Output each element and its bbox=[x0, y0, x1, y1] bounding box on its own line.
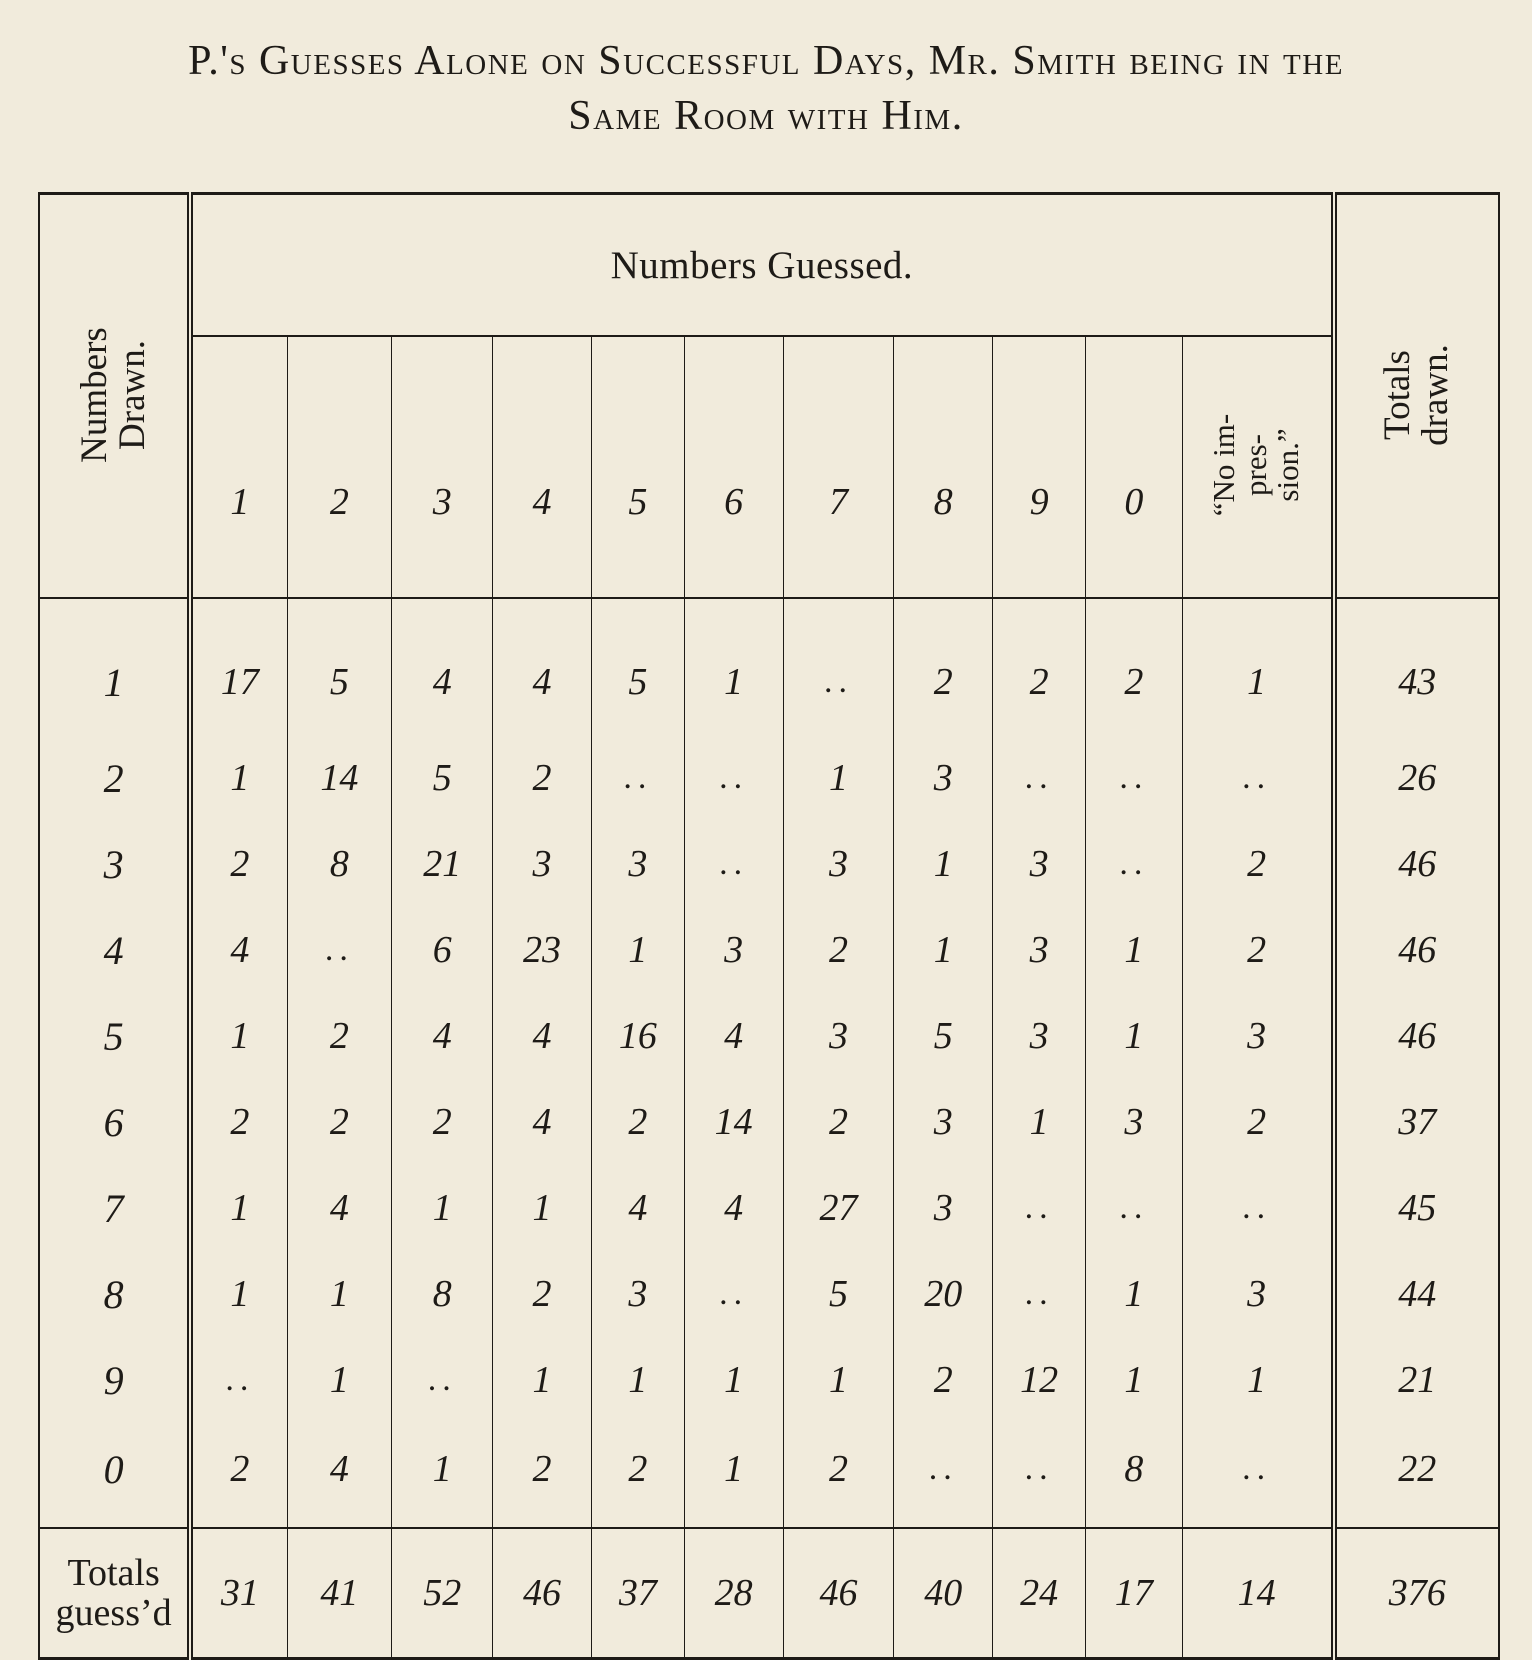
table-cell: 4 bbox=[287, 1423, 392, 1528]
table-row bbox=[39, 735, 1499, 821]
row-label-drawn: 5 bbox=[39, 993, 190, 1079]
table-cell: 3 bbox=[993, 821, 1086, 907]
table-cell: .. bbox=[993, 1423, 1086, 1528]
table-cell: 2 bbox=[230, 1448, 250, 1490]
table-cell: 5 bbox=[591, 598, 684, 735]
table-cell: 1 bbox=[591, 907, 684, 993]
table-cell: .. bbox=[684, 1251, 783, 1337]
table-cell: 6 bbox=[392, 907, 493, 993]
table-cell: 3 bbox=[493, 821, 592, 907]
table-cell: 8 bbox=[1085, 1423, 1182, 1528]
row-label-drawn: 2 bbox=[39, 735, 190, 821]
table-cell: 1 bbox=[230, 1273, 250, 1315]
table-cell: .. bbox=[783, 598, 894, 735]
table-cell: .. bbox=[993, 1251, 1086, 1337]
table-row bbox=[39, 821, 1499, 907]
table-cell: .. bbox=[993, 735, 1086, 821]
table-cell: 23 bbox=[493, 907, 592, 993]
column-header-3: 3 bbox=[392, 336, 493, 598]
table-cell: 27 bbox=[783, 1165, 894, 1251]
table-cell: 1 bbox=[783, 735, 894, 821]
table-cell: 1 bbox=[1182, 598, 1333, 735]
table-cell: 1 bbox=[230, 1187, 250, 1229]
table-cell: .. bbox=[1182, 1165, 1333, 1251]
total-guessed-cell: 37 bbox=[591, 1528, 684, 1659]
table-cell: 1 bbox=[392, 1423, 493, 1528]
table-cell: 1 bbox=[993, 1079, 1086, 1165]
table-cell: 1 bbox=[287, 1251, 392, 1337]
table-cell: 1 bbox=[894, 907, 993, 993]
page-title bbox=[40, 34, 1492, 144]
total-guessed-cell: 40 bbox=[894, 1528, 993, 1659]
table-row bbox=[39, 907, 1499, 993]
row-label-drawn: 3 bbox=[39, 821, 190, 907]
table-cell: 3 bbox=[993, 993, 1086, 1079]
column-header-2: 2 bbox=[287, 336, 392, 598]
total-guessed-cell: 24 bbox=[993, 1528, 1086, 1659]
table-cell: 3 bbox=[894, 735, 993, 821]
table-cell: 3 bbox=[993, 907, 1086, 993]
table-row bbox=[39, 1423, 1499, 1528]
row-total-drawn: 37 bbox=[1334, 1079, 1499, 1165]
table-cell: 3 bbox=[591, 1251, 684, 1337]
table-cell: 4 bbox=[493, 598, 592, 735]
table-cell: 2 bbox=[1182, 907, 1333, 993]
table-cell: 1 bbox=[392, 1165, 493, 1251]
table-cell: 2 bbox=[493, 735, 592, 821]
table-cell: 1 bbox=[684, 1337, 783, 1423]
total-guessed-cell: 28 bbox=[684, 1528, 783, 1659]
totals-drawn-header-text bbox=[1379, 344, 1455, 446]
table-cell: 4 bbox=[493, 993, 592, 1079]
row-label-drawn: 6 bbox=[39, 1079, 190, 1165]
table-cell: 1 bbox=[894, 821, 993, 907]
table-cell: 20 bbox=[894, 1251, 993, 1337]
title-line-1: P.'s Guesses Alone on Successful Days, Mr. Smith being in the bbox=[188, 38, 1344, 84]
row-total-drawn: 26 bbox=[1334, 735, 1499, 821]
row-total-drawn: 44 bbox=[1334, 1251, 1499, 1337]
total-guessed-cell: 41 bbox=[287, 1528, 392, 1659]
table-cell: 3 bbox=[684, 907, 783, 993]
table-cell: 8 bbox=[287, 821, 392, 907]
totals-guessed-label-line-1: Totals bbox=[67, 1552, 160, 1594]
column-header-4: 4 bbox=[493, 336, 592, 598]
table-cell: 4 bbox=[230, 929, 250, 971]
column-header-7: 7 bbox=[783, 336, 894, 598]
row-total-drawn: 45 bbox=[1334, 1165, 1499, 1251]
table-cell: .. bbox=[225, 1361, 255, 1398]
total-guessed-cell: 46 bbox=[783, 1528, 894, 1659]
table-cell: 1 bbox=[287, 1337, 392, 1423]
table-cell: 3 bbox=[894, 1165, 993, 1251]
table-row bbox=[39, 1337, 1499, 1423]
total-guessed-cell: 14 bbox=[1182, 1528, 1333, 1659]
column-header-5: 5 bbox=[591, 336, 684, 598]
table-cell: .. bbox=[1085, 1165, 1182, 1251]
column-header-0: 0 bbox=[1085, 336, 1182, 598]
no-impression-header bbox=[1182, 336, 1333, 598]
column-header-9: 9 bbox=[993, 336, 1086, 598]
table-cell: 2 bbox=[392, 1079, 493, 1165]
row-total-drawn: 21 bbox=[1334, 1337, 1499, 1423]
row-label-drawn: 4 bbox=[39, 907, 190, 993]
table-cell: 2 bbox=[894, 598, 993, 735]
row-total-drawn: 46 bbox=[1334, 993, 1499, 1079]
column-header-6: 6 bbox=[684, 336, 783, 598]
table-cell: .. bbox=[684, 821, 783, 907]
table-cell: 3 bbox=[591, 821, 684, 907]
table-cell: 2 bbox=[993, 598, 1086, 735]
table-cell: 12 bbox=[993, 1337, 1086, 1423]
table-cell: 3 bbox=[783, 993, 894, 1079]
table-cell: .. bbox=[1085, 821, 1182, 907]
no-impression-header-text bbox=[1206, 413, 1306, 517]
total-guessed-cell: 52 bbox=[392, 1528, 493, 1659]
totals-drawn-line-1: Totals bbox=[1377, 350, 1419, 440]
totals-guessed-label bbox=[39, 1528, 190, 1659]
table-cell: 8 bbox=[392, 1251, 493, 1337]
row-total-drawn: 43 bbox=[1334, 598, 1499, 735]
table-cell: 5 bbox=[392, 735, 493, 821]
table-cell: 2 bbox=[783, 1079, 894, 1165]
totals-guessed-row bbox=[39, 1528, 1499, 1659]
table-cell: 1 bbox=[493, 1165, 592, 1251]
table-cell: 2 bbox=[783, 1423, 894, 1528]
table-cell: 2 bbox=[287, 1079, 392, 1165]
table-cell: 2 bbox=[493, 1251, 592, 1337]
table-cell: 16 bbox=[591, 993, 684, 1079]
total-guessed-cell: 31 bbox=[190, 1528, 287, 1659]
table-cell: .. bbox=[591, 735, 684, 821]
totals-drawn-header bbox=[1334, 194, 1499, 599]
numbers-drawn-header bbox=[39, 194, 190, 599]
row-label-drawn: 8 bbox=[39, 1251, 190, 1337]
table-cell: 5 bbox=[894, 993, 993, 1079]
table-cell: 17 bbox=[220, 661, 259, 703]
table-cell: 2 bbox=[230, 843, 250, 885]
table-cell: 5 bbox=[783, 1251, 894, 1337]
numbers-guessed-header: Numbers Guessed. bbox=[190, 194, 1333, 337]
table-row bbox=[39, 598, 1499, 735]
table-cell: 2 bbox=[1182, 821, 1333, 907]
table-cell: .. bbox=[1085, 735, 1182, 821]
table-cell: 3 bbox=[894, 1079, 993, 1165]
table-cell: 1 bbox=[783, 1337, 894, 1423]
no-impression-line-2: pres- bbox=[1238, 434, 1274, 496]
numbers-drawn-header-text bbox=[73, 327, 153, 463]
table-body bbox=[39, 194, 1499, 1659]
table-cell: 4 bbox=[684, 1165, 783, 1251]
header-row-1 bbox=[39, 194, 1499, 337]
table-row bbox=[39, 1251, 1499, 1337]
row-label-drawn: 7 bbox=[39, 1165, 190, 1251]
row-label-drawn: 1 bbox=[39, 598, 190, 735]
row-total-drawn: 46 bbox=[1334, 907, 1499, 993]
column-header-8: 8 bbox=[894, 336, 993, 598]
table-cell: 2 bbox=[230, 1101, 250, 1143]
table-cell: 4 bbox=[591, 1165, 684, 1251]
guesses-table bbox=[38, 192, 1500, 1660]
numbers-drawn-line-1: Numbers bbox=[73, 327, 115, 463]
table-cell: 2 bbox=[591, 1079, 684, 1165]
numbers-drawn-line-2: Drawn. bbox=[111, 340, 153, 450]
table-cell: .. bbox=[993, 1165, 1086, 1251]
title-line-2: Same Room with Him. bbox=[568, 93, 964, 139]
total-guessed-cell: 46 bbox=[493, 1528, 592, 1659]
table-cell: .. bbox=[684, 735, 783, 821]
table-cell: 4 bbox=[493, 1079, 592, 1165]
row-total-drawn: 22 bbox=[1334, 1423, 1499, 1528]
table-cell: .. bbox=[287, 907, 392, 993]
table-cell: 21 bbox=[392, 821, 493, 907]
table-cell: 1 bbox=[493, 1337, 592, 1423]
table-cell: 1 bbox=[684, 598, 783, 735]
table-cell: 5 bbox=[287, 598, 392, 735]
table-cell: 4 bbox=[392, 598, 493, 735]
table-row bbox=[39, 1165, 1499, 1251]
table-cell: 2 bbox=[783, 907, 894, 993]
table-cell: 1 bbox=[1085, 993, 1182, 1079]
table-cell: .. bbox=[1182, 1423, 1333, 1528]
column-header-1: 1 bbox=[190, 336, 287, 598]
totals-drawn-line-2: drawn. bbox=[1415, 344, 1457, 446]
table-cell: 4 bbox=[392, 993, 493, 1079]
totals-guessed-label-line-2: guess’d bbox=[55, 1592, 172, 1634]
table-cell: 4 bbox=[684, 993, 783, 1079]
table-cell: 3 bbox=[1085, 1079, 1182, 1165]
guesses-table-wrapper bbox=[38, 192, 1500, 1634]
row-total-drawn: 46 bbox=[1334, 821, 1499, 907]
table-cell: 3 bbox=[1182, 1251, 1333, 1337]
table-cell: .. bbox=[392, 1337, 493, 1423]
table-cell: 1 bbox=[684, 1423, 783, 1528]
row-label-drawn: 0 bbox=[39, 1423, 190, 1528]
table-cell: 2 bbox=[493, 1423, 592, 1528]
table-row bbox=[39, 993, 1499, 1079]
table-cell: 14 bbox=[287, 735, 392, 821]
no-impression-line-1: “No im- bbox=[1206, 413, 1242, 517]
grand-total: 376 bbox=[1334, 1528, 1499, 1659]
table-cell: 2 bbox=[894, 1337, 993, 1423]
total-guessed-cell: 17 bbox=[1085, 1528, 1182, 1659]
table-cell: 3 bbox=[783, 821, 894, 907]
table-cell: 3 bbox=[1182, 993, 1333, 1079]
table-cell: 2 bbox=[287, 993, 392, 1079]
table-cell: 4 bbox=[287, 1165, 392, 1251]
table-cell: 2 bbox=[591, 1423, 684, 1528]
table-cell: .. bbox=[894, 1423, 993, 1528]
table-cell: 1 bbox=[1085, 1337, 1182, 1423]
table-cell: 1 bbox=[591, 1337, 684, 1423]
column-header-row bbox=[39, 336, 1499, 598]
table-cell: 14 bbox=[684, 1079, 783, 1165]
table-cell: 1 bbox=[1085, 907, 1182, 993]
no-impression-line-3: sion.” bbox=[1270, 428, 1306, 502]
table-cell: 2 bbox=[1182, 1079, 1333, 1165]
row-label-drawn: 9 bbox=[39, 1337, 190, 1423]
table-cell: 1 bbox=[1085, 1251, 1182, 1337]
table-row bbox=[39, 1079, 1499, 1165]
table-cell: 1 bbox=[1182, 1337, 1333, 1423]
table-cell: .. bbox=[1182, 735, 1333, 821]
table-cell: 1 bbox=[230, 757, 250, 799]
table-cell: 2 bbox=[1085, 598, 1182, 735]
table-cell: 1 bbox=[230, 1015, 250, 1057]
